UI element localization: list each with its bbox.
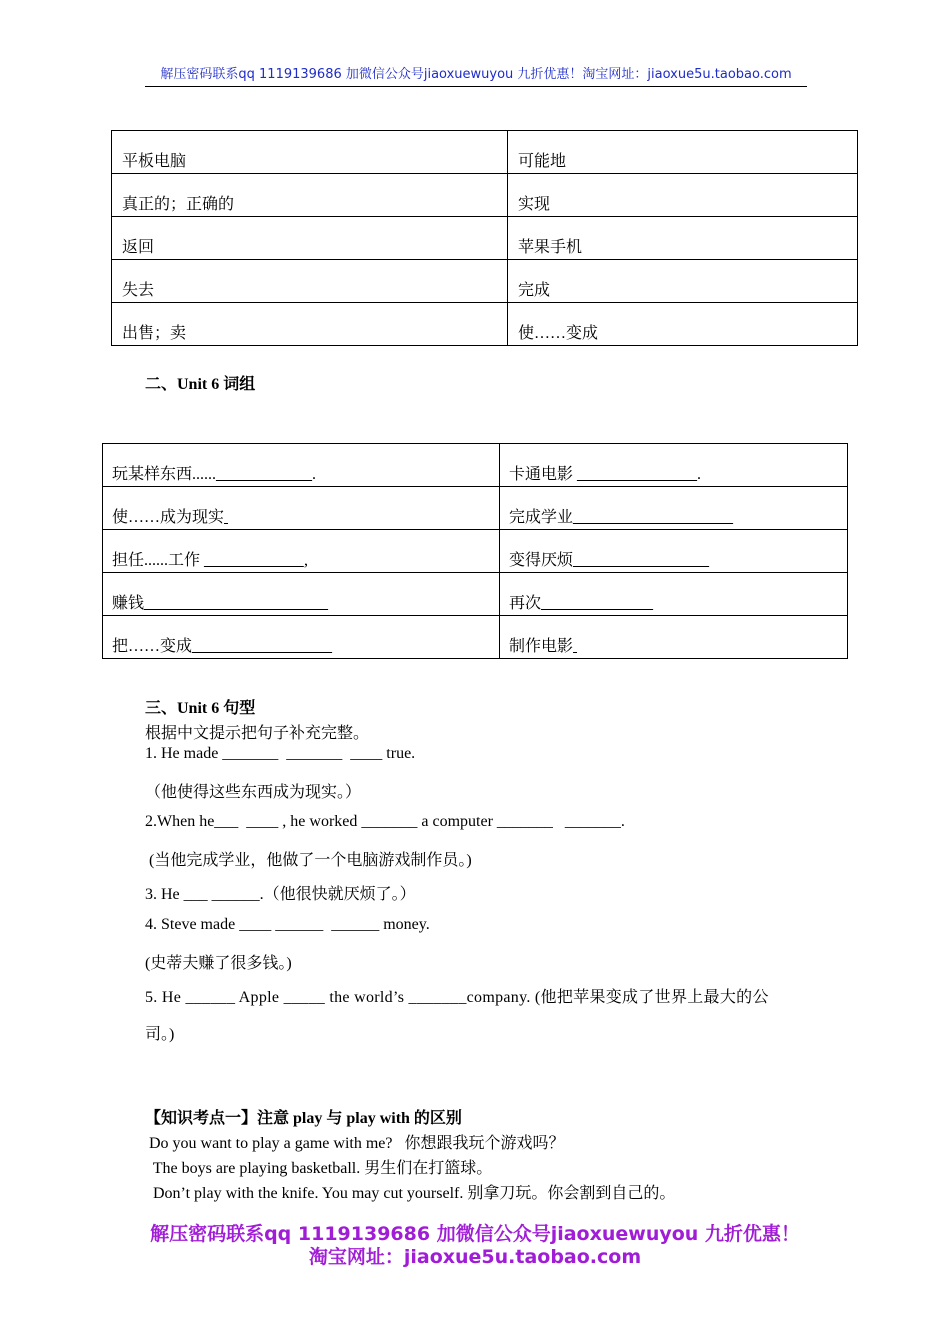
cell-text: 再次: [509, 595, 542, 612]
cell-text: 赚钱: [112, 595, 145, 612]
table-cell: 平板电脑: [112, 131, 508, 174]
table-cell: 返回: [112, 217, 508, 260]
table-cell: 可能地: [508, 131, 858, 174]
knowledge-title: 【知识考点一】注意 play 与 play with 的区别: [145, 1110, 462, 1127]
table-cell: [103, 573, 500, 616]
sentence-line: 4. Steve made ____ ______ ______ money.: [145, 916, 430, 933]
table-cell: [103, 530, 500, 573]
example-line: The boys are playing basketball. 男生们在打篮球。: [145, 1160, 493, 1177]
table-row: [112, 217, 858, 260]
cell-text: 玩某样东西......: [112, 466, 217, 483]
sentence-line: （他使得这些东西成为现实。）: [145, 784, 362, 801]
sentence-line: 司。): [145, 1026, 175, 1043]
fill-blank: ______ _____: [216, 466, 313, 483]
sentence-line: (史蒂夫赚了很多钱。): [145, 955, 292, 972]
sentence-line: 3. He ___ ______.（他很快就厌烦了。）: [145, 886, 416, 903]
table-row: [112, 260, 858, 303]
table-cell: [103, 444, 500, 487]
cell-text: 把……变成: [112, 638, 193, 655]
sentence-line: 2.When he___ ____ , he worked _______ a computer _______ _______.: [145, 813, 625, 830]
table-cell: [500, 444, 848, 487]
table-cell: 实现: [508, 174, 858, 217]
table-cell: [103, 616, 500, 659]
table-cell: 真正的；正确的: [112, 174, 508, 217]
sentence-line: 1. He made _______ _______ ____ true.: [145, 745, 416, 762]
table-cell: 完成: [508, 260, 858, 303]
table-cell: [500, 487, 848, 530]
table-cell: [500, 530, 848, 573]
table-row: [103, 616, 848, 659]
section-title: 三、Unit 6 句型: [145, 700, 256, 717]
example-line: Don’t play with the knife. You may cut yourself. 别拿刀玩。你会割到自己的。: [145, 1185, 676, 1202]
fill-blank: __________ ____________: [144, 595, 329, 612]
cell-text: 使……成为现实: [112, 509, 225, 526]
cell-text: 卡通电影: [509, 466, 578, 483]
instruction-text: 根据中文提示把句子补充完整。: [145, 725, 370, 742]
fill-blank: _______ ________: [573, 552, 710, 569]
cell-text: 完成学业: [509, 509, 574, 526]
table-row: [112, 174, 858, 217]
header-banner: 解压密码联系qq 1119139686 加微信公众号jiaoxuewuyou 九折优惠！淘宝网址：jiaoxue5u.taobao.com: [145, 66, 807, 87]
fill-blank: _____ ______,: [204, 552, 309, 569]
table-cell: 使……变成: [508, 303, 858, 346]
table-row: [103, 444, 848, 487]
table-cell: 苹果手机: [508, 217, 858, 260]
cell-text: 变得厌烦: [509, 552, 574, 569]
phrase-table: [102, 443, 848, 659]
table-cell: [500, 573, 848, 616]
table-row: [103, 530, 848, 573]
footer-banner-line1: 解压密码联系qq 1119139686 加微信公众号jiaoxuewuyou 九折优惠！: [150, 1223, 800, 1245]
fill-blank: ________ ___________: [573, 509, 734, 526]
fill-blank: ________ ______: [577, 466, 698, 483]
fill-blank: ________ _____: [541, 595, 654, 612]
section-title: 二、Unit 6 词组: [145, 376, 256, 393]
table-row: [112, 131, 858, 174]
fill-blank: _______ _________: [192, 638, 333, 655]
table-row: [103, 487, 848, 530]
cell-suffix: .: [697, 466, 702, 483]
table-cell: 失去: [112, 260, 508, 303]
table-row: [103, 573, 848, 616]
sentence-line: 5. He ______ Apple _____ the world’s _______company. (他把苹果变成了世界上最大的公: [145, 989, 769, 1006]
fill-blank: [224, 509, 228, 526]
table-cell: 出售；卖: [112, 303, 508, 346]
fill-blank: [573, 638, 577, 655]
table-row: [112, 303, 858, 346]
footer-banner-line2: 淘宝网址：jiaoxue5u.taobao.com: [308, 1246, 642, 1268]
table-cell: [500, 616, 848, 659]
example-line: Do you want to play a game with me? 你想跟我玩个游戏吗？: [145, 1135, 565, 1152]
vocab-table: [111, 130, 858, 346]
cell-text: 担任......工作: [112, 552, 205, 569]
table-cell: [103, 487, 500, 530]
cell-suffix: .: [312, 466, 317, 483]
cell-text: 制作电影: [509, 638, 574, 655]
sentence-line: (当他完成学业，他做了一个电脑游戏制作员。): [145, 852, 472, 869]
